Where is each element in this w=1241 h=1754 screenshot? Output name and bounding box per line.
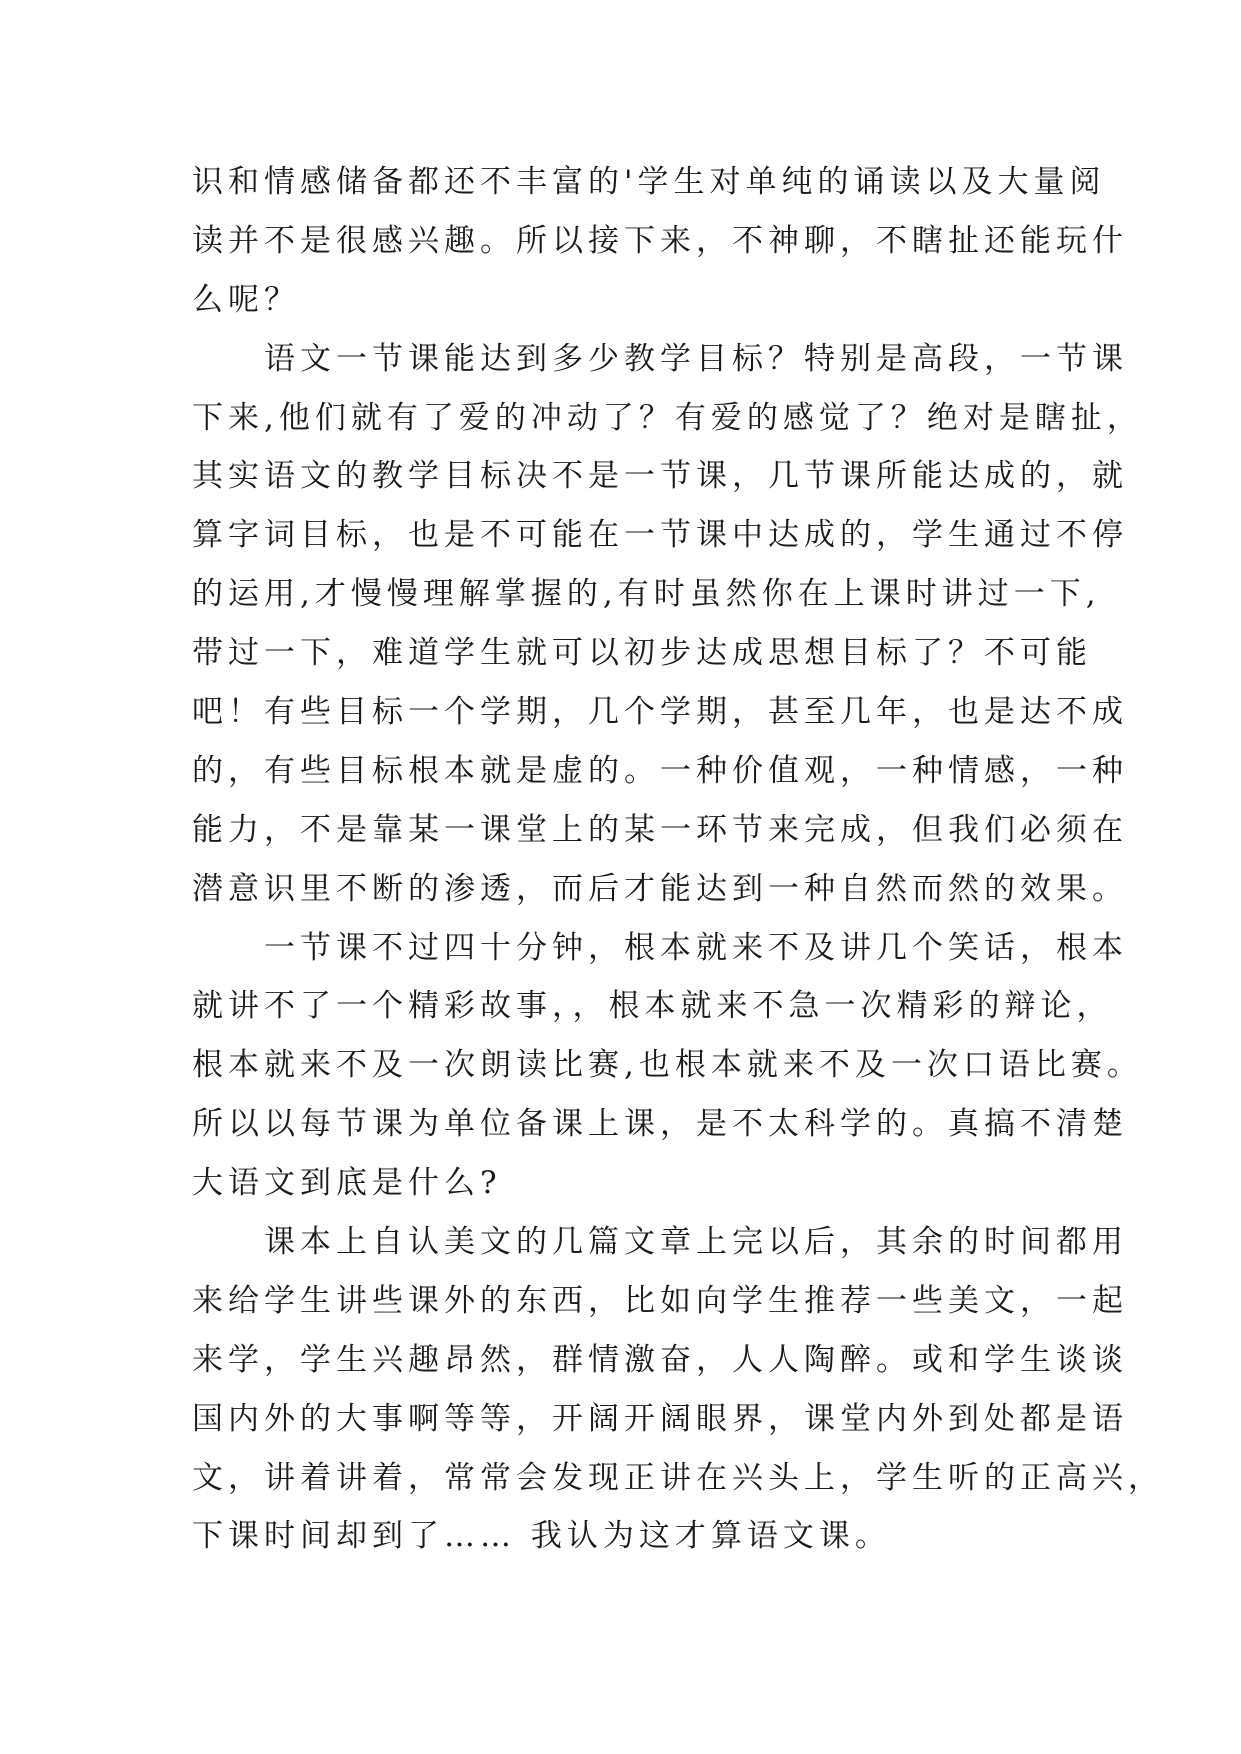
text-line: 课本上自认美文的几篇文章上完以后，其余的时间都用	[264, 1224, 1128, 1261]
text-line: 吧！有些目标一个学期，几个学期，甚至几年，也是达不成	[192, 694, 1128, 731]
text-line: 么呢？	[192, 281, 300, 318]
text-line: 来学，学生兴趣昂然，群情激奋，人人陶醉。或和学生谈谈	[192, 1341, 1128, 1378]
text-line: 一节课不过四十分钟，根本就来不及讲几个笑话，根本	[264, 929, 1128, 966]
text-line: 文，讲着讲着，常常会发现正讲在兴头上，学生听的正高兴，	[192, 1459, 1164, 1496]
text-line: 潜意识里不断的渗透，而后才能达到一种自然而然的效果。	[192, 870, 1128, 907]
text-line: 能力，不是靠某一课堂上的某一环节来完成，但我们必须在	[192, 811, 1128, 848]
text-line: 语文一节课能达到多少教学目标？特别是高段，一节课	[264, 340, 1128, 377]
text-line: 大语文到底是什么?	[192, 1165, 502, 1202]
text-line: 下来,他们就有了爱的冲动了？有爱的感觉了？绝对是瞎扯，	[192, 399, 1143, 436]
text-line: 算字词目标，也是不可能在一节课中达成的，学生通过不停	[192, 517, 1128, 554]
text-line: 读并不是很感兴趣。所以接下来，不神聊，不瞎扯还能玩什	[192, 222, 1128, 259]
body-text	[192, 153, 1164, 1566]
text-line: 识和情感储备都还不丰富的'学生对单纯的诵读以及大量阅	[192, 164, 1106, 200]
text-line: 来给学生讲些课外的东西，比如向学生推荐一些美文，一起	[192, 1282, 1128, 1319]
text-line: 其实语文的教学目标决不是一节课，几节课所能达成的，就	[192, 458, 1128, 495]
text-line: 所以以每节课为单位备课上课，是不太科学的。真搞不清楚	[192, 1106, 1128, 1143]
paragraph-3	[192, 919, 1143, 1213]
text-line: 国内外的大事啊等等，开阔开阔眼界，课堂内外到处都是语	[192, 1400, 1128, 1437]
paragraph-4	[192, 1213, 1164, 1566]
text-line: 下课时间却到了…… 我认为这才算语文课。	[192, 1518, 891, 1555]
text-line: 的，有些目标根本就是虚的。一种价值观，一种情感，一种	[192, 752, 1128, 789]
text-line: 带过一下，难道学生就可以初步达成思想目标了？不可能	[192, 635, 1092, 672]
paragraph-2	[192, 330, 1143, 919]
text-line: 就讲不了一个精彩故事，，根本就来不急一次精彩的辩论，	[192, 988, 1113, 1025]
text-line: 根本就来不及一次朗读比赛,也根本就来不及一次口语比赛。	[192, 1047, 1143, 1084]
text-line: 的运用,才慢慢理解掌握的,有时虽然你在上课时讲过一下,	[192, 576, 1101, 613]
paragraph-1	[192, 153, 1128, 330]
